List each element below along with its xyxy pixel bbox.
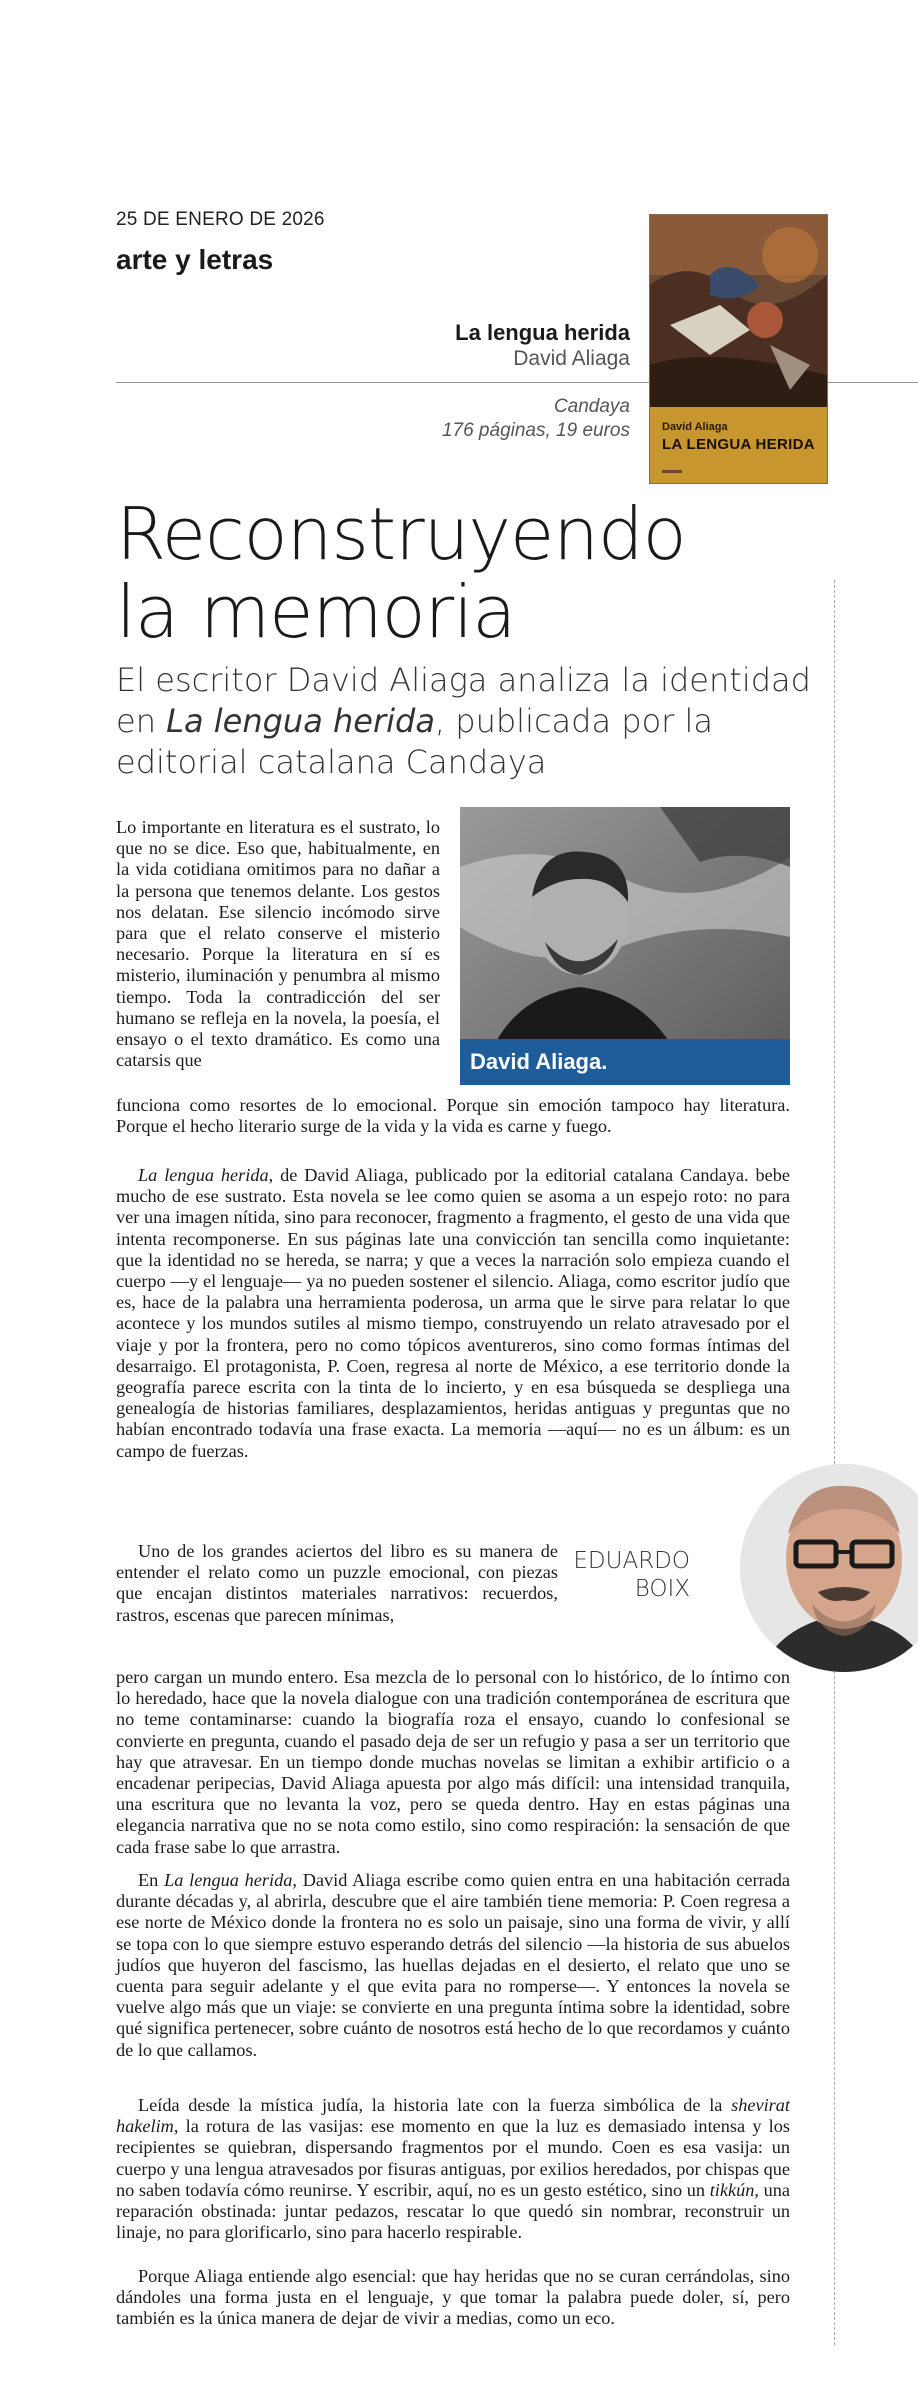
columnist-portrait — [740, 1464, 918, 1672]
p2-book-title: La lengua herida — [138, 1165, 269, 1185]
subhead-part-2: , publicada por la editorial catalana Candaya — [116, 702, 713, 781]
paragraph-6: Porque Aliaga entiende algo esencial: que hay heridas que no se curan cerrándolas, sino dándoles una forma justa en el lenguaje, y que tomar la palabra puede doler, sí, pero también es la única manera de dejar de vivir a medias, como un eco. — [116, 2266, 790, 2329]
byline — [560, 1547, 690, 1603]
paragraph-2 — [116, 1165, 790, 1462]
byline-last-name: BOIX — [634, 1576, 690, 1602]
subhead-part-1: El escritor David Aliaga analiza la identidad en — [116, 661, 811, 740]
headline-line-2: la memoria — [116, 570, 516, 654]
publisher-logo — [662, 470, 682, 473]
p2-text: , de David Aliaga, publicado por la editorial catalana Candaya. bebe mucho de ese sustrato. Esta novela se lee como quien se asoma a un espejo roto: no para ver una imagen nítida, sino para reconocer, fragmento a fragmento, el gesto de una vida que intenta recomponerse. En sus páginas late una convicción tan sencilla como inquietante: que la identidad no se hereda, se narra; y que a veces la narración solo empieza cuando el cuerpo —y el lenguaje— ya no pueden sostener el silencio. Aliaga, como escritor judío que es, hace de la palabra una herramienta poderosa, un arma que le sirve para relatar lo que acontece y los mundos sutiles al mismo tiempo, construyendo un relato atravesado por el viaje y por la frontera, pero no como tópicos aventureros, sino como formas íntimas del desarraigo. El protagonista, P. Coen, regresa al norte de México, a ese territorio donde la geografía parece escrita con la tinta de lo incierto, y en esa búsqueda se despliega una genealogía de historias familiares, desplazamientos, heridas antiguas y preguntas que no habían encontrado todavía una frase exacta. La memoria —aquí— no es un álbum: es un campo de fuerzas. — [116, 1165, 791, 1461]
p5-term-shevirat: shevirat hakelim — [116, 2095, 790, 2137]
p5-end: , una reparación obstinada: juntar pedazos, rescatar lo que quedó sin nombrar, reconstruir un linaje, no para glorificarlo, sino para hacerlo respirable. — [116, 2179, 790, 2243]
p5-start: Leída desde la mística judía, la historia late con la fuerza simbólica de la — [138, 2095, 732, 2115]
subheadline — [116, 660, 816, 783]
cover-title-band — [650, 407, 827, 483]
p4-book-title: La lengua herida — [164, 1870, 293, 1890]
headline-line-1: Reconstruyendo — [116, 492, 686, 576]
book-author: David Aliaga — [513, 347, 630, 370]
book-title: La lengua herida — [455, 320, 630, 345]
photo-caption: David Aliaga. — [460, 1039, 790, 1085]
paragraph-3-start: Uno de los grandes aciertos del libro es su manera de entender el relato como un puzzle emocional, con piezas que encajan distintos materiales narrativos: recuerdos, rastros, escenas que parecen mínimas, — [116, 1541, 558, 1625]
p4-start: En — [138, 1870, 165, 1890]
section-title: arte y letras — [116, 244, 274, 275]
p5-term-tikkun: tikkún — [709, 2179, 755, 2200]
paragraph-1-start: Lo importante en literatura es el sustrato, lo que no se dice. Eso que, habitualmente, en la vida cotidiana omitimos para no dañar a la persona que tenemos delante. Los gestos nos delatan. Ese silencio incómodo sirve para que el relato conserve el misterio necesario. Porque la literatura en sí es misterio, iluminación y penumbra al mismo tiempo. Toda la contradicción del ser humano se refleja en la novela, la poesía, el ensayo o el texto dramático. Es como una catarsis que — [116, 817, 440, 1071]
p4-text: , David Aliaga escribe como quien entra en una habitación cerrada durante décadas y, al abrirla, descubre que el aire también tiene memoria: P. Coen regresa a ese norte de México donde la frontera no es solo un paisaje, sino una forma de vivir, y allí se topa con lo que siempre estuvo esperando detrás del silencio —la historia de sus abuelos judíos que huyeron del fascismo, las huellas dejadas en el desierto, el relato que uno se cuenta para seguir adelante y el que evita para no romperse—. Y entonces la novela se vuelve algo más que un viaje: se convierte en una pregunta íntima sobre la identidad, sobre qué significa pertenecer, sobre cuánto de nosotros está hecho de lo que recordamos y cuánto de lo que callamos. — [116, 1870, 791, 2060]
columnist-photo — [740, 1464, 918, 1672]
book-publisher: Candaya — [553, 396, 630, 417]
column-divider — [834, 580, 836, 2345]
p5-middle: , la rotura de las vasijas: ese momento en que la luz es demasiado intensa y los recipientes se quiebran, dispersando fragmentos por el mundo. Coen es esa vasija: un cuerpo y una lengua atravesados por fisuras antiguas, por exilios heredados, por chispas que no saben todavía cómo reunirse. Y escribir, aquí, no es un gesto estético, sino un — [116, 2116, 790, 2200]
subhead-book-title: La lengua herida — [166, 702, 435, 740]
headline — [116, 492, 686, 654]
paragraph-1-end: funciona como resortes de lo emocional. Porque sin emoción tampoco hay literatura. Porque el hecho literario surge de la vida y la vida es carne y fuego. — [116, 1095, 790, 1137]
paragraph-4 — [116, 1870, 790, 2061]
paragraph-5 — [116, 2095, 790, 2243]
byline-first-name: EDUARDO — [573, 1548, 690, 1574]
issue-date: 25 DE ENERO DE 2026 — [116, 209, 325, 230]
cover-illustration — [650, 215, 827, 407]
book-cover-image — [650, 215, 827, 483]
paragraph-3-end: pero cargan un mundo entero. Esa mezcla de lo personal con lo histórico, de lo íntimo con lo heredado, hace que la novela dialogue con una tradición contemporánea de escritura que no teme contaminarse: cuando la biografía roza el ensayo, cuando lo confesional se convierte en pregunta, cuando el pasado deja de ser un refugio y pasa a ser un territorio que hay que atravesar. En un tiempo donde muchas novelas se limitan a exhibir artificio o a encadenar peripecias, David Aliaga apuesta por algo más difícil: una intensidad tranquila, una escritura que no levanta la voz, pero se queda dentro. Hay en estas páginas una elegancia narrativa que no se nota como estilo, sino como respiración: la sensación de que cada frase sabe lo que arrastra. — [116, 1667, 790, 1857]
cover-author: David Aliaga — [662, 421, 728, 433]
cover-title: LA LENGUA HERIDA — [662, 436, 815, 453]
book-details: 176 páginas, 19 euros — [441, 420, 630, 441]
